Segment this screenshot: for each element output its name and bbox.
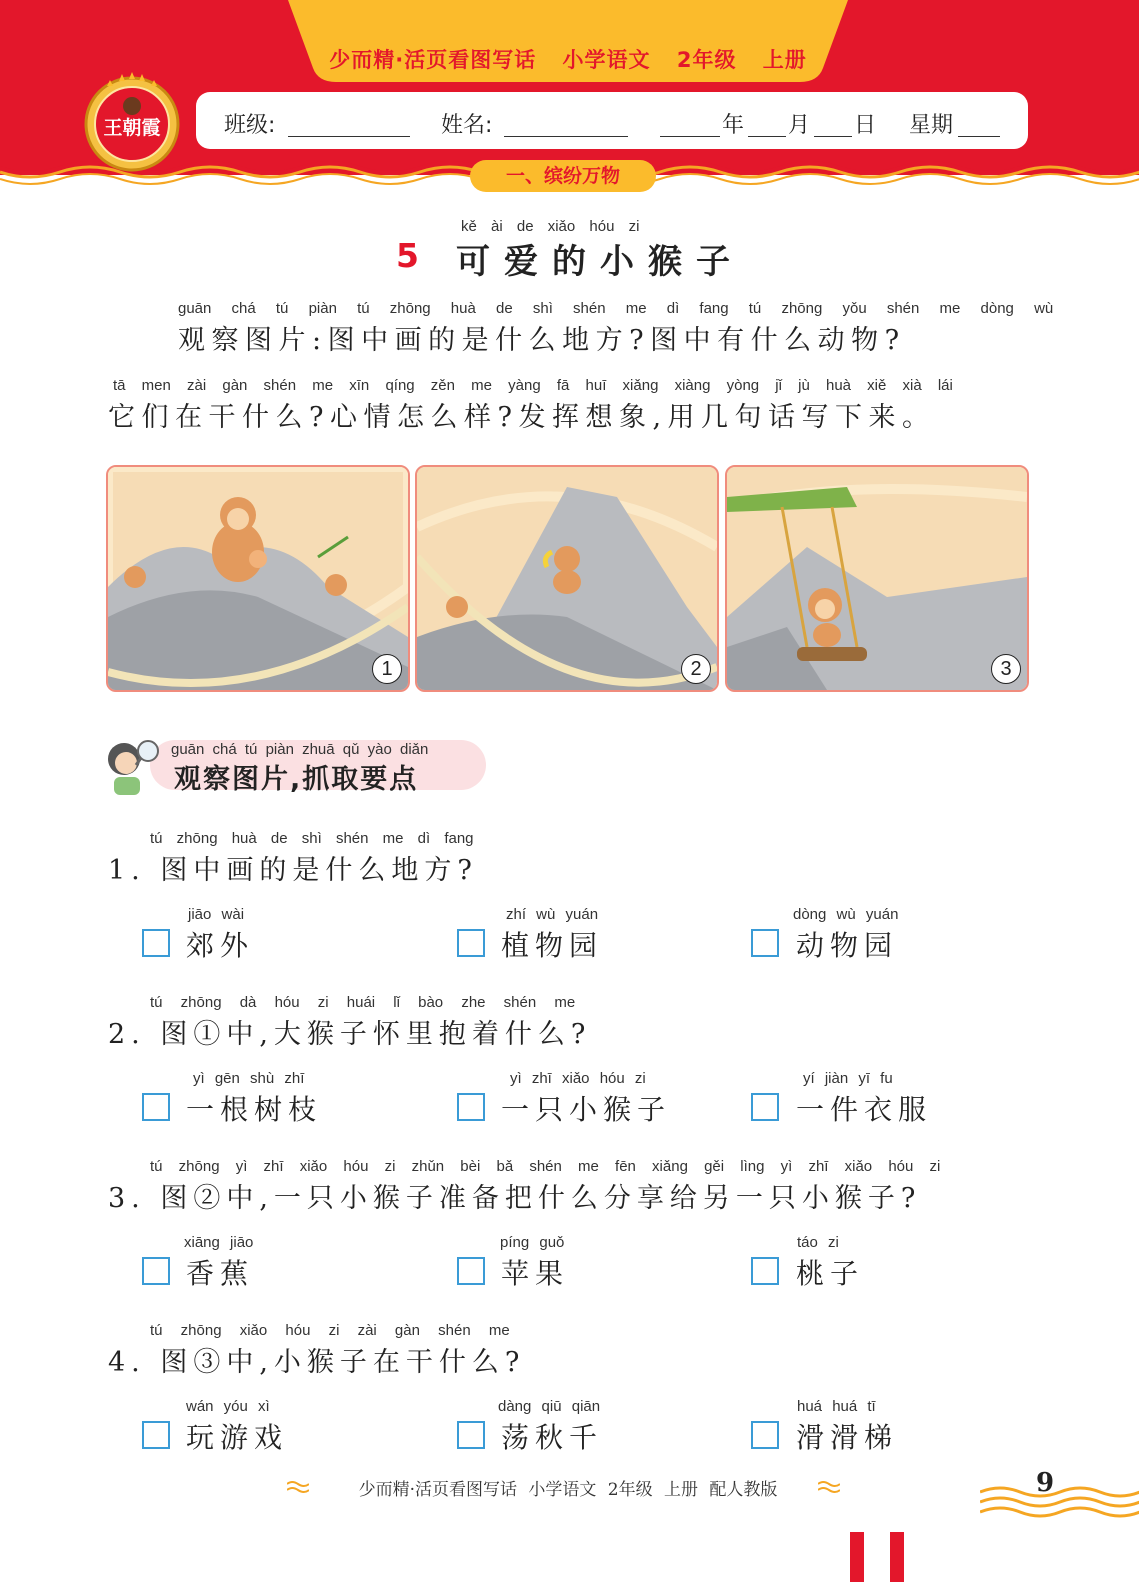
question-1: 1. 图中画的是什么地方? — [108, 855, 478, 886]
day-field[interactable] — [814, 136, 852, 137]
q4-option-3-pinyin: huá huá tī — [797, 1398, 876, 1415]
q4-option-3-checkbox[interactable] — [751, 1421, 779, 1449]
question-1-pinyin: tú zhōng huà de shì shén me dì fang — [150, 830, 474, 847]
picture-number-2: 2 — [681, 654, 711, 684]
instruction-line1: 观察图片:图中画的是什么地方?图中有什么动物? — [178, 325, 906, 356]
bottom-edge-tabs — [850, 1532, 910, 1582]
question-3-pinyin: tú zhōng yì zhī xiǎo hóu zi zhǔn bèi bǎ shén me fēn xiǎng gěi lìng yì zhī xiǎo hóu zi — [150, 1158, 941, 1175]
year-label: 年 — [722, 113, 745, 138]
section-title: 观察图片,抓取要点 — [174, 764, 419, 795]
q3-option-2-checkbox[interactable] — [457, 1257, 485, 1285]
q4-option-1-checkbox[interactable] — [142, 1421, 170, 1449]
q2-option-2-pinyin: yì zhī xiǎo hóu zi — [510, 1070, 646, 1087]
q4-option-2: 荡秋千 — [501, 1421, 604, 1454]
question-4: 4. 图③中,小猴子在干什么? — [108, 1347, 526, 1378]
year-field[interactable] — [660, 136, 720, 137]
q4-option-2-pinyin: dàng qiū qiān — [498, 1398, 601, 1415]
class-field[interactable] — [288, 136, 410, 137]
month-label: 月 — [788, 113, 811, 138]
q1-option-2-pinyin: zhí wù yuán — [506, 906, 599, 923]
footer-wave-right-icon — [818, 1480, 840, 1494]
q3-option-3-pinyin: táo zi — [797, 1234, 839, 1251]
lesson-title: 可爱的小猴子 — [456, 242, 744, 282]
teacher-magnifier-icon — [102, 735, 166, 797]
q3-option-3: 桃子 — [796, 1257, 865, 1290]
q1-option-1-checkbox[interactable] — [142, 929, 170, 957]
q4-option-2-checkbox[interactable] — [457, 1421, 485, 1449]
q2-option-3-checkbox[interactable] — [751, 1093, 779, 1121]
logo-text: 王朝霞 — [103, 117, 161, 139]
q2-option-2: 一只小猴子 — [501, 1093, 672, 1126]
picture-3 — [725, 465, 1029, 692]
q1-option-3-pinyin: dòng wù yuán — [793, 906, 899, 923]
monkey-with-banana — [554, 546, 580, 572]
weekday-label: 星期 — [909, 113, 954, 138]
class-label: 班级: — [224, 113, 276, 138]
q2-option-3-pinyin: yí jiàn yī fu — [803, 1070, 893, 1087]
q1-option-1-pinyin: jiāo wài — [188, 906, 245, 923]
weekday-field[interactable] — [958, 136, 1000, 137]
q1-option-1: 郊外 — [186, 929, 255, 962]
name-field[interactable] — [504, 136, 628, 137]
name-label: 姓名: — [441, 113, 493, 138]
section-title-pinyin: guān chá tú piàn zhuā qǔ yào diǎn — [171, 741, 429, 758]
q1-option-3-checkbox[interactable] — [751, 929, 779, 957]
picture-number-3: 3 — [991, 654, 1021, 684]
lesson-title-pinyin: kě ài de xiǎo hóu zi — [461, 218, 640, 235]
q2-option-1: 一根树枝 — [186, 1093, 323, 1126]
picture-2 — [415, 465, 719, 692]
logo-seal — [80, 68, 184, 172]
q1-option-3: 动物园 — [796, 929, 899, 962]
question-3: 3. 图②中,一只小猴子准备把什么分享给另一只小猴子? — [108, 1183, 922, 1214]
lesson-number: 5 — [396, 236, 419, 275]
footer-text: 少而精·活页看图写话 小学语文 2年级 上册 配人教版 — [358, 1480, 778, 1500]
q1-option-2: 植物园 — [501, 929, 604, 962]
q3-option-2: 苹果 — [501, 1257, 570, 1290]
q3-option-2-pinyin: píng guǒ — [500, 1234, 565, 1251]
q3-option-1-pinyin: xiāng jiāo — [184, 1234, 254, 1251]
page-number-wave — [980, 1480, 1139, 1520]
instruction-line2-pinyin: tā men zài gàn shén me xīn qíng zěn me yàng fā huī xiǎng xiàng yòng jǐ jù huà xiě xià lái — [113, 377, 953, 394]
swing-seat — [797, 647, 867, 661]
month-field[interactable] — [748, 136, 786, 137]
q3-option-1: 香蕉 — [186, 1257, 255, 1290]
q1-option-2-checkbox[interactable] — [457, 929, 485, 957]
question-4-pinyin: tú zhōng xiǎo hóu zi zài gàn shén me — [150, 1322, 510, 1339]
question-2: 2. 图①中,大猴子怀里抱着什么? — [108, 1019, 592, 1050]
picture-number-1: 1 — [372, 654, 402, 684]
day-label: 日 — [854, 113, 877, 138]
q2-option-3: 一件衣服 — [796, 1093, 933, 1126]
q3-option-3-checkbox[interactable] — [751, 1257, 779, 1285]
q2-option-2-checkbox[interactable] — [457, 1093, 485, 1121]
student-info-box — [196, 92, 1028, 149]
q2-option-1-checkbox[interactable] — [142, 1093, 170, 1121]
page-number: 9 — [1036, 1468, 1055, 1498]
instruction-line2: 它们在干什么?心情怎么样?发挥想象,用几句话写下来。 — [108, 402, 936, 433]
picture-1 — [106, 465, 410, 692]
q4-option-1-pinyin: wán yóu xì — [186, 1398, 270, 1415]
question-2-pinyin: tú zhōng dà hóu zi huái lǐ bào zhe shén me — [150, 994, 576, 1011]
q3-option-1-checkbox[interactable] — [142, 1257, 170, 1285]
unit-label: 一、缤纷万物 — [470, 160, 656, 192]
series-title: 少而精·活页看图写话 小学语文 2年级 上册 — [329, 48, 807, 72]
q4-option-1: 玩游戏 — [186, 1421, 289, 1454]
instruction-line1-pinyin: guān chá tú piàn tú zhōng huà de shì shén me dì fang tú zhōng yǒu shén me dòng wù — [178, 300, 1054, 317]
baby-monkey — [249, 550, 267, 568]
q4-option-3: 滑滑梯 — [796, 1421, 899, 1454]
q2-option-1-pinyin: yì gēn shù zhī — [193, 1070, 305, 1087]
